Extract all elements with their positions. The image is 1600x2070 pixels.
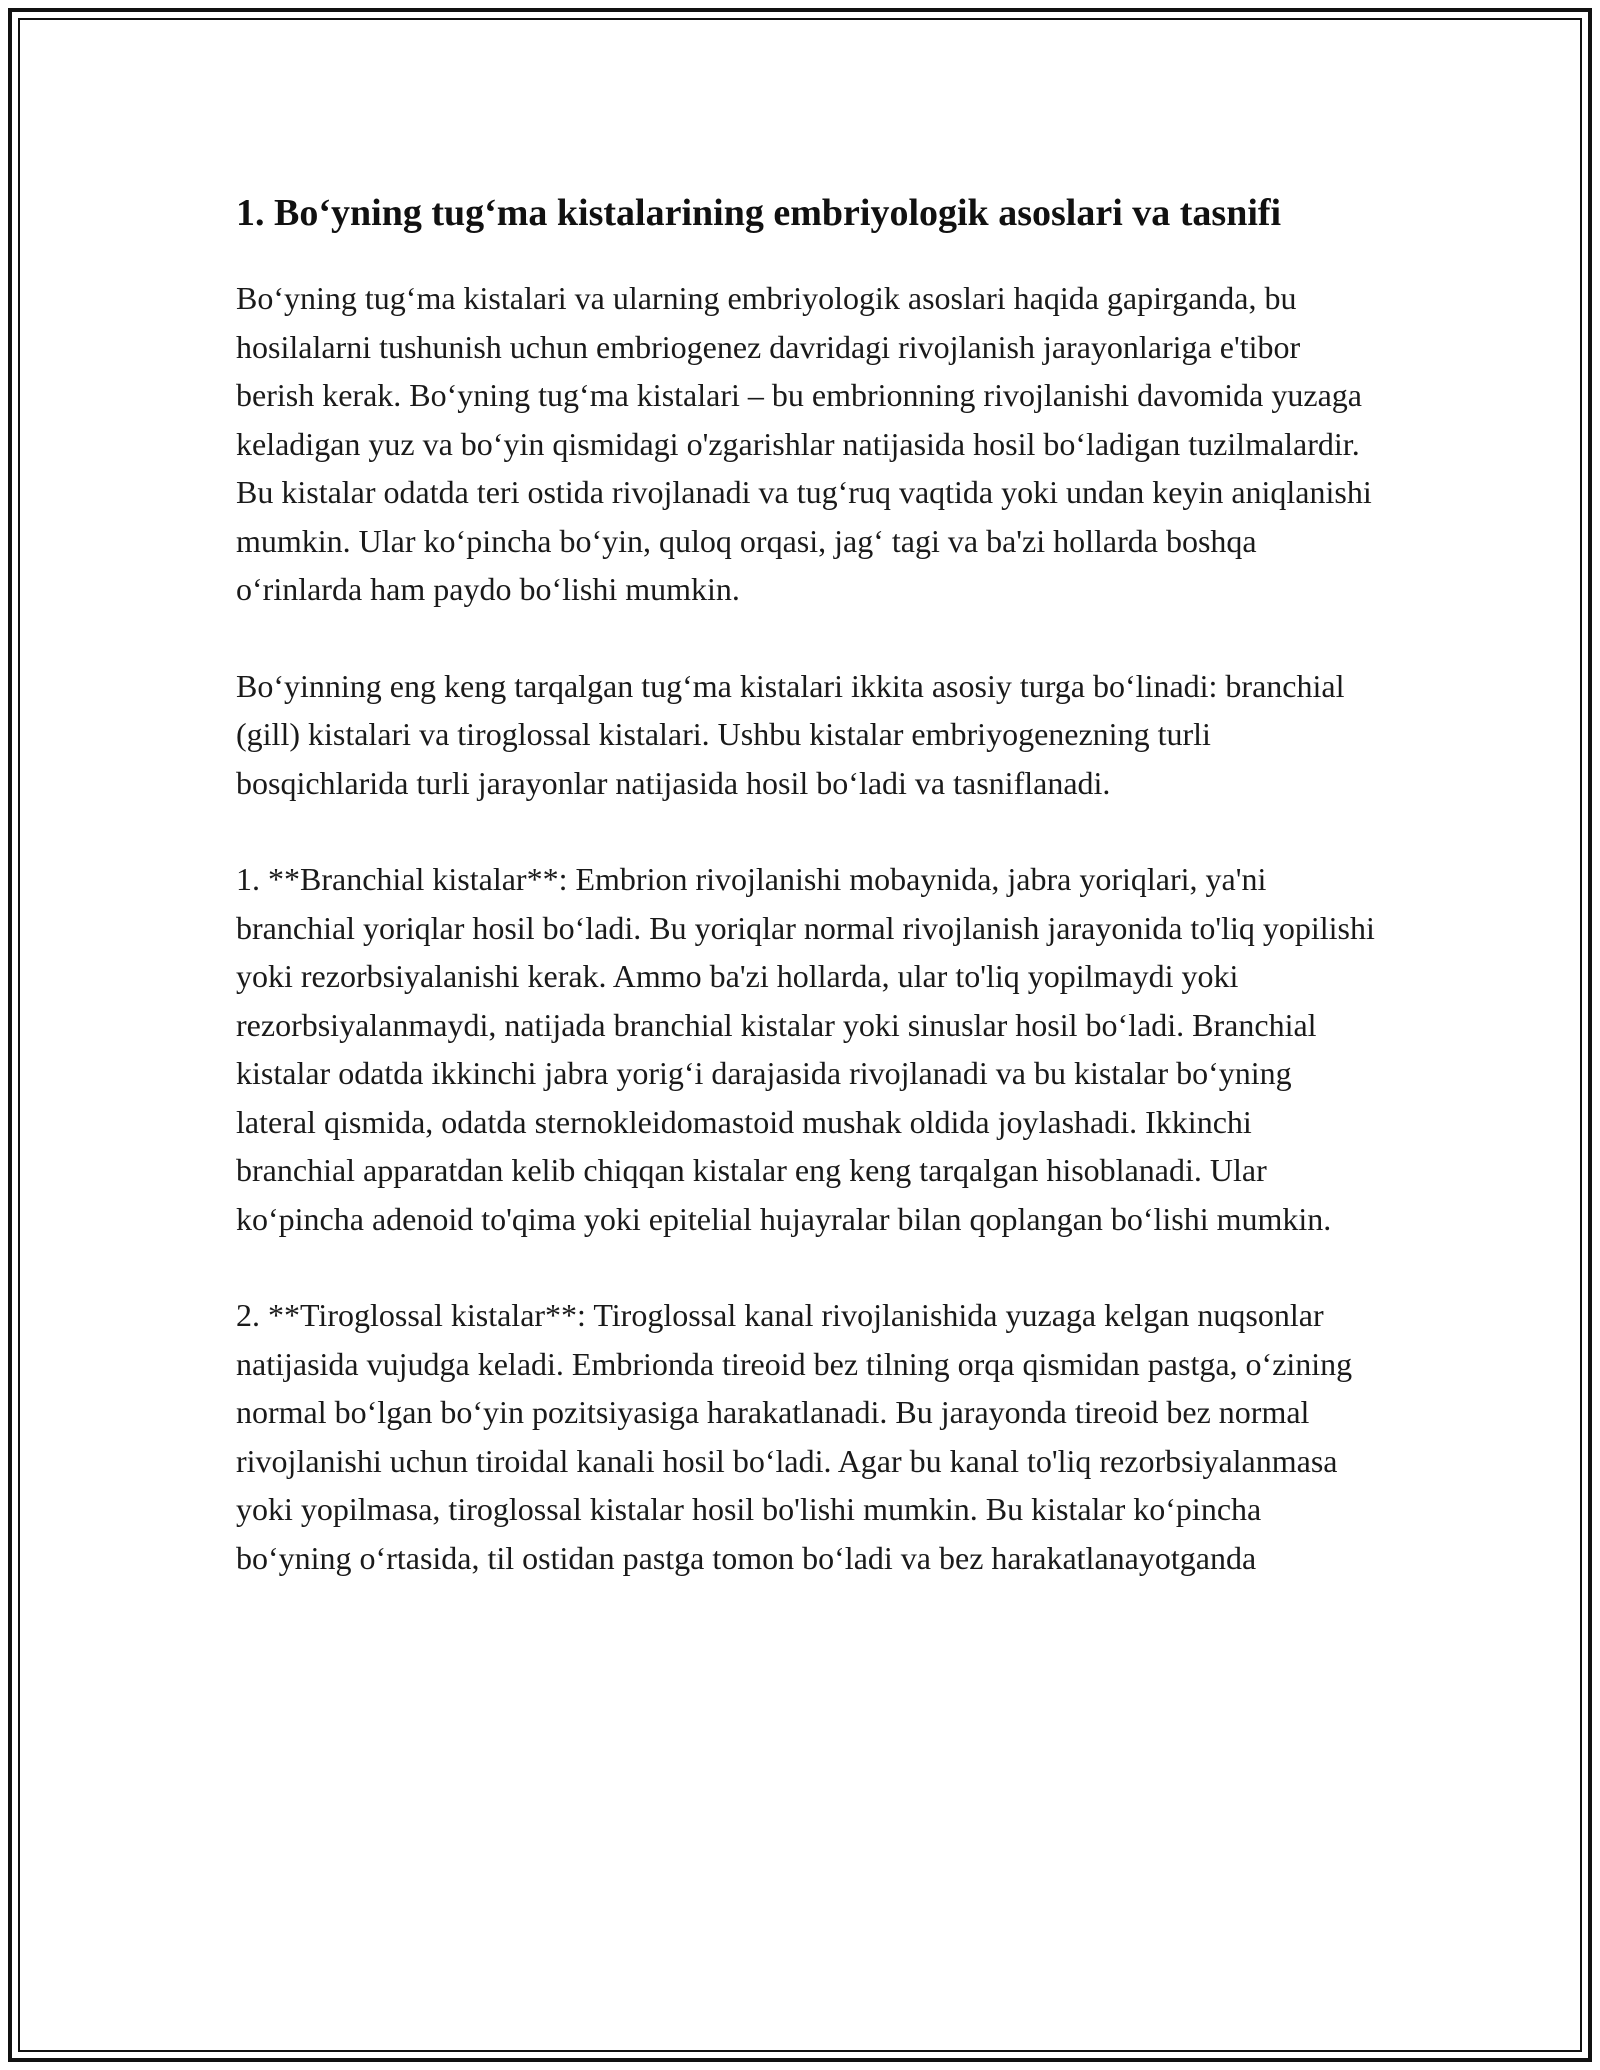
paragraph-branchial-cysts: 1. **Branchial kistalar**: Embrion rivojlanishi mobaynida, jabra yoriqlari, ya'ni branchial yoriqlar hosil bo‘ladi. Bu yoriqlar normal rivojlanish jarayonida to'liq yopilishi yoki rezorbsiyalanishi kerak. Ammo ba'zi hollarda, ular to'liq yopilmaydi yoki rezorbsiyalanmaydi, natijada branchial kistalar yoki sinuslar hosil bo‘ladi. Branchial kistalar odatda ikkinchi jabra yorig‘i darajasida rivojlanadi va bu kistalar bo‘yning lateral qismida, odatda sternokleidomastoid mushak oldida joylashadi. Ikkinchi branchial apparatdan kelib chiqqan kistalar eng keng tarqalgan hisoblanadi. Ular ko‘pincha adenoid to'qima yoki epitelial hujayralar bilan qoplangan bo‘lishi mumkin. bbox=[236, 861, 1375, 1237]
section-heading: 1. Bo‘yning tug‘ma kistalarining embriyologik asoslari va tasnifi bbox=[236, 192, 1282, 234]
paragraph-intro: Bo‘yning tug‘ma kistalari va ularning embriyologik asoslari haqida gapirganda, bu hosilalarni tushunish uchun embriogenez davridagi rivojlanish jarayonlariga e'tibor berish kerak. Bo‘yning tug‘ma kistalari – bu embrionning rivojlanishi davomida yuzaga keladigan yuz va bo‘yin qismidagi o'zgarishlar natijasida hosil bo‘ladigan tuzilmalardir. Bu kistalar odatda teri ostida rivojlanadi va tug‘ruq vaqtida yoki undan keyin aniqlanishi mumkin. Ular ko‘pincha bo‘yin, quloq orqasi, jag‘ tagi va ba'zi hollarda boshqa o‘rinlarda ham paydo bo‘lishi mumkin. bbox=[236, 280, 1372, 607]
paragraph-classification: Bo‘yinning eng keng tarqalgan tug‘ma kistalari ikkita asosiy turga bo‘linadi: branchial (gill) kistalari va tiroglossal kistalari. Ushbu kistalar embriyogenezning turli bosqichlarida turli jarayonlar natijasida hosil bo‘ladi va tasniflanadi. bbox=[236, 667, 1345, 801]
paragraph-thyroglossal-cysts: 2. **Tiroglossal kistalar**: Tiroglossal kanal rivojlanishida yuzaga kelgan nuqsonlar natijasida vujudga keladi. Embrionda tireoid bez tilning orqa qismidan pastga, o‘zining normal bo‘lgan bo‘yin pozitsiyasiga harakatlanadi. Bu jarayonda tireoid bez normal rivojlanishi uchun tiroidal kanali hosil bo‘ladi. Agar bu kanal to'liq rezorbsiyalanmasa yoki yopilmasa, tiroglossal kistalar hosil bo'lishi mumkin. Bu kistalar ko‘pincha bo‘yning o‘rtasida, til ostidan pastga tomon bo‘ladi va bez harakatlanayotganda bbox=[236, 1297, 1353, 1576]
document-body bbox=[236, 186, 1376, 1630]
